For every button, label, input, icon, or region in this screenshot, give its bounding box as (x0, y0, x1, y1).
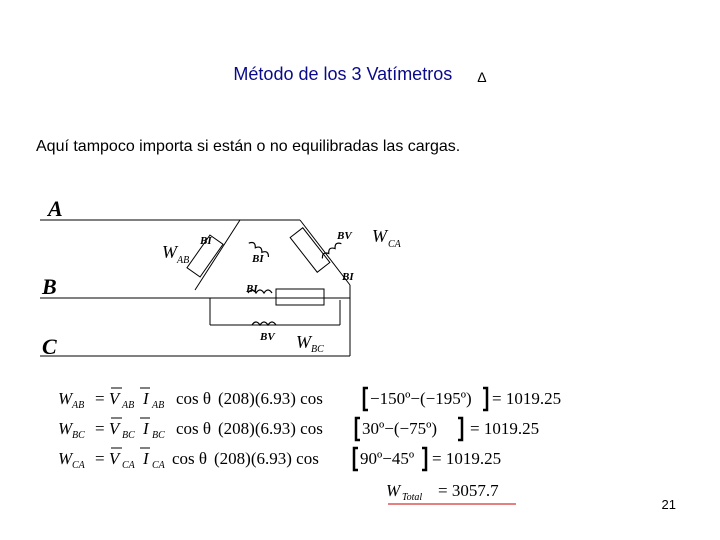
svg-text:BC: BC (122, 430, 135, 441)
wab-label: W (162, 242, 177, 262)
svg-text:30º−(−75º): 30º−(−75º) (362, 419, 438, 438)
wab-sub: AB (177, 255, 190, 266)
resistor-ca (290, 228, 330, 273)
title-text: Método de los 3 Vatímetros (233, 64, 453, 84)
equation-total (386, 481, 499, 503)
svg-text:I: I (143, 389, 149, 408)
svg-text:cos θ: cos θ (176, 419, 212, 438)
svg-text:= 1019.25: = 1019.25 (492, 389, 562, 408)
svg-text:I: I (143, 449, 149, 468)
resistor-bc (276, 289, 324, 305)
equation-wca (58, 449, 501, 471)
svg-text:CA: CA (152, 460, 165, 471)
svg-text:Total: Total (402, 492, 423, 503)
wca-sub: CA (388, 239, 401, 250)
slide-subtitle: Aquí tampoco importa si están o no equilibradas las cargas. (36, 138, 461, 155)
svg-text:cos θ: cos θ (176, 389, 212, 408)
svg-text:= V: = V (95, 389, 120, 408)
label-b: B (42, 274, 57, 299)
bi-bc-label: BI (246, 283, 258, 295)
svg-text:CA: CA (72, 460, 85, 471)
svg-text:AB: AB (152, 400, 165, 411)
svg-text:AB: AB (122, 400, 135, 411)
svg-text:AB: AB (72, 400, 85, 411)
bi-ab-label: BI (200, 235, 212, 247)
wca-label: W (372, 226, 387, 246)
svg-text:W: W (58, 419, 73, 438)
svg-text:W: W (58, 449, 73, 468)
delta-icon: Δ (477, 69, 487, 85)
svg-text:W: W (386, 481, 401, 500)
bv-bc-label: BV (260, 331, 275, 343)
bv-ca-label: BV (337, 230, 352, 242)
coil-ca-current (321, 241, 342, 258)
svg-text:(208)(6.93) cos: (208)(6.93) cos (218, 419, 323, 438)
svg-text:I: I (143, 419, 149, 438)
svg-text:= V: = V (95, 449, 120, 468)
svg-text:cos θ: cos θ (172, 449, 208, 468)
label-a: A (48, 196, 63, 221)
bi-ab-label-2: BI (252, 253, 264, 265)
wbc-sub: BC (311, 344, 324, 355)
label-c: C (42, 334, 57, 359)
svg-text:−150º−(−195º): −150º−(−195º) (370, 389, 472, 408)
svg-text:= V: = V (95, 419, 120, 438)
svg-text:BC: BC (152, 430, 165, 441)
bi-ca-label: BI (342, 271, 354, 283)
equation-wab (58, 389, 561, 411)
svg-text:CA: CA (122, 460, 135, 471)
wbc-label: W (296, 332, 311, 352)
equation-wbc (58, 419, 539, 441)
svg-text:(208)(6.93) cos: (208)(6.93) cos (214, 449, 319, 468)
svg-text:W: W (58, 389, 73, 408)
svg-text:BC: BC (72, 430, 85, 441)
svg-text:= 3057.7: = 3057.7 (438, 481, 499, 500)
page-number: 21 (661, 497, 676, 512)
svg-text:(208)(6.93) cos: (208)(6.93) cos (218, 389, 323, 408)
svg-text:= 1019.25: = 1019.25 (470, 419, 540, 438)
svg-text:90º−45º: 90º−45º (360, 449, 415, 468)
svg-text:= 1019.25: = 1019.25 (432, 449, 502, 468)
